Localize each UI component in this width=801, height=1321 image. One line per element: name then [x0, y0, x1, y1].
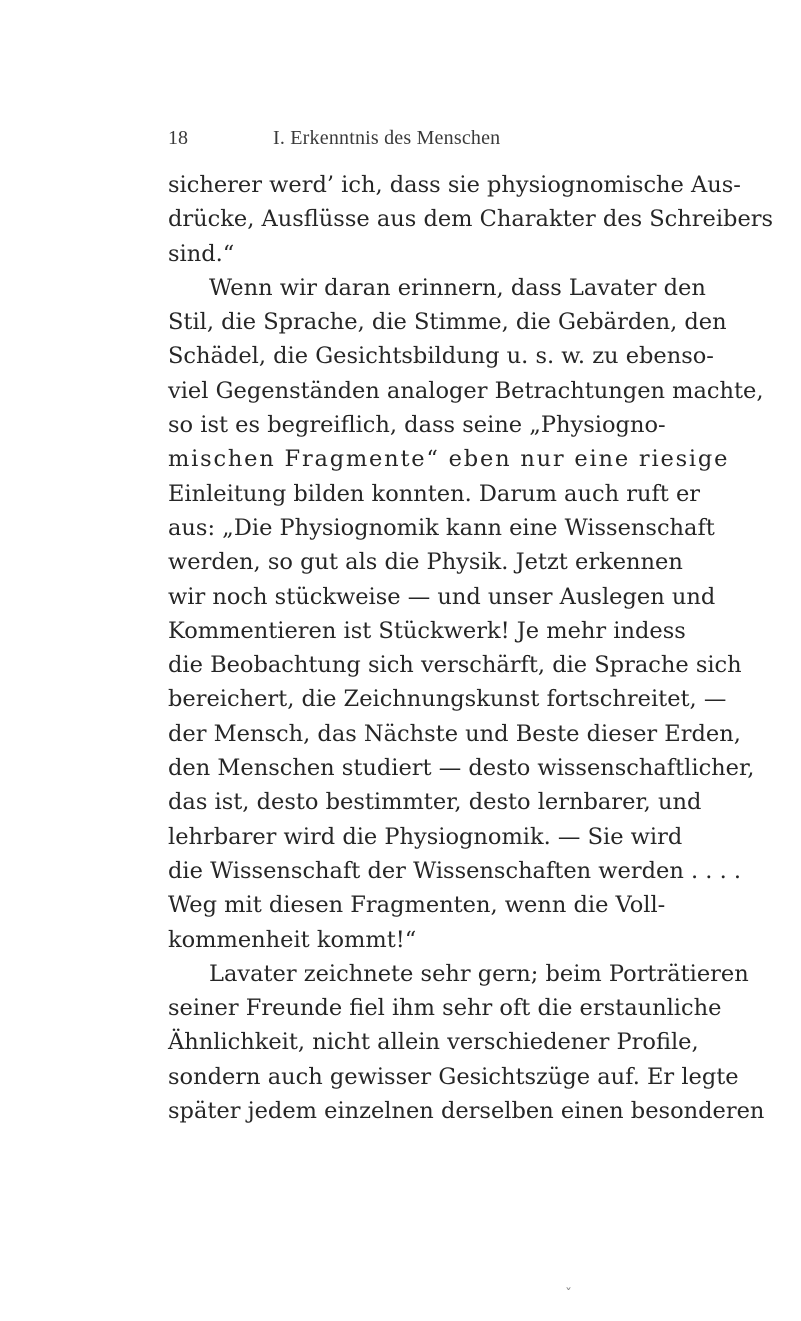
page-number: 18 [168, 127, 188, 149]
text-line: sondern auch gewisser Gesichtszüge auf. Er legte [168, 1063, 739, 1090]
text-line: wir noch stückweise — und unser Auslegen und [168, 583, 716, 610]
text-line: Ähnlichkeit, nicht allein verschiedener Profile, [168, 1029, 699, 1056]
text-line: Wenn wir daran erinnern, dass Lavater den [209, 274, 706, 301]
text-line: Schädel, die Gesichtsbildung u. s. w. zu ebenso- [168, 343, 714, 370]
text-line: Stil, die Sprache, die Stimme, die Gebärden, den [168, 309, 727, 336]
text-line: Lavater zeichnete sehr gern; beim Porträtieren [209, 960, 749, 987]
text-line: viel Gegenständen analoger Betrachtungen machte, [168, 377, 764, 404]
text-line: das ist, desto bestimmter, desto lernbarer, und [168, 789, 702, 816]
stray-mark: ˇ [565, 1287, 572, 1303]
text-line: bereichert, die Zeichnungskunst fortschreitet, — [168, 686, 727, 713]
text-line: kommenheit kommt!“ [168, 926, 417, 953]
text-line: werden, so gut als die Physik. Jetzt erkennen [168, 549, 683, 576]
text-line: Weg mit diesen Fragmenten, wenn die Voll- [168, 892, 666, 919]
text-line: der Mensch, das Nächste und Beste dieser Erden, [168, 720, 741, 747]
text-line: seiner Freunde fiel ihm sehr oft die erstaunliche [168, 995, 722, 1022]
text-line: lehrbarer wird die Physiognomik. — Sie wird [168, 823, 683, 850]
text-line: mischen Fragmente“ eben nur eine riesige [168, 446, 730, 473]
text-line: Einleitung bilden konnten. Darum auch ruft er [168, 480, 701, 507]
text-line: den Menschen studiert — desto wissenschaftlicher, [168, 755, 755, 782]
text-line: aus: „Die Physiognomik kann eine Wissenschaft [168, 514, 715, 541]
text-line: die Wissenschaft der Wissenschaften werden . . . . [168, 857, 742, 884]
text-line: Kommentieren ist Stückwerk! Je mehr indess [168, 617, 686, 644]
text-line: so ist es begreiflich, dass seine „Physiogno- [168, 412, 666, 439]
text-line: drücke, Ausflüsse aus dem Charakter des Schreibers [168, 206, 774, 233]
text-line: später jedem einzelnen derselben einen besonderen [168, 1098, 765, 1125]
text-line: die Beobachtung sich verschärft, die Sprache sich [168, 652, 742, 679]
page-header [168, 127, 628, 153]
text-line: sind.“ [168, 240, 235, 267]
running-head: I. Erkenntnis des Menschen [273, 127, 501, 149]
text-line: sicherer werd’ ich, dass sie physiognomische Aus- [168, 172, 741, 198]
body-text [168, 168, 774, 1128]
